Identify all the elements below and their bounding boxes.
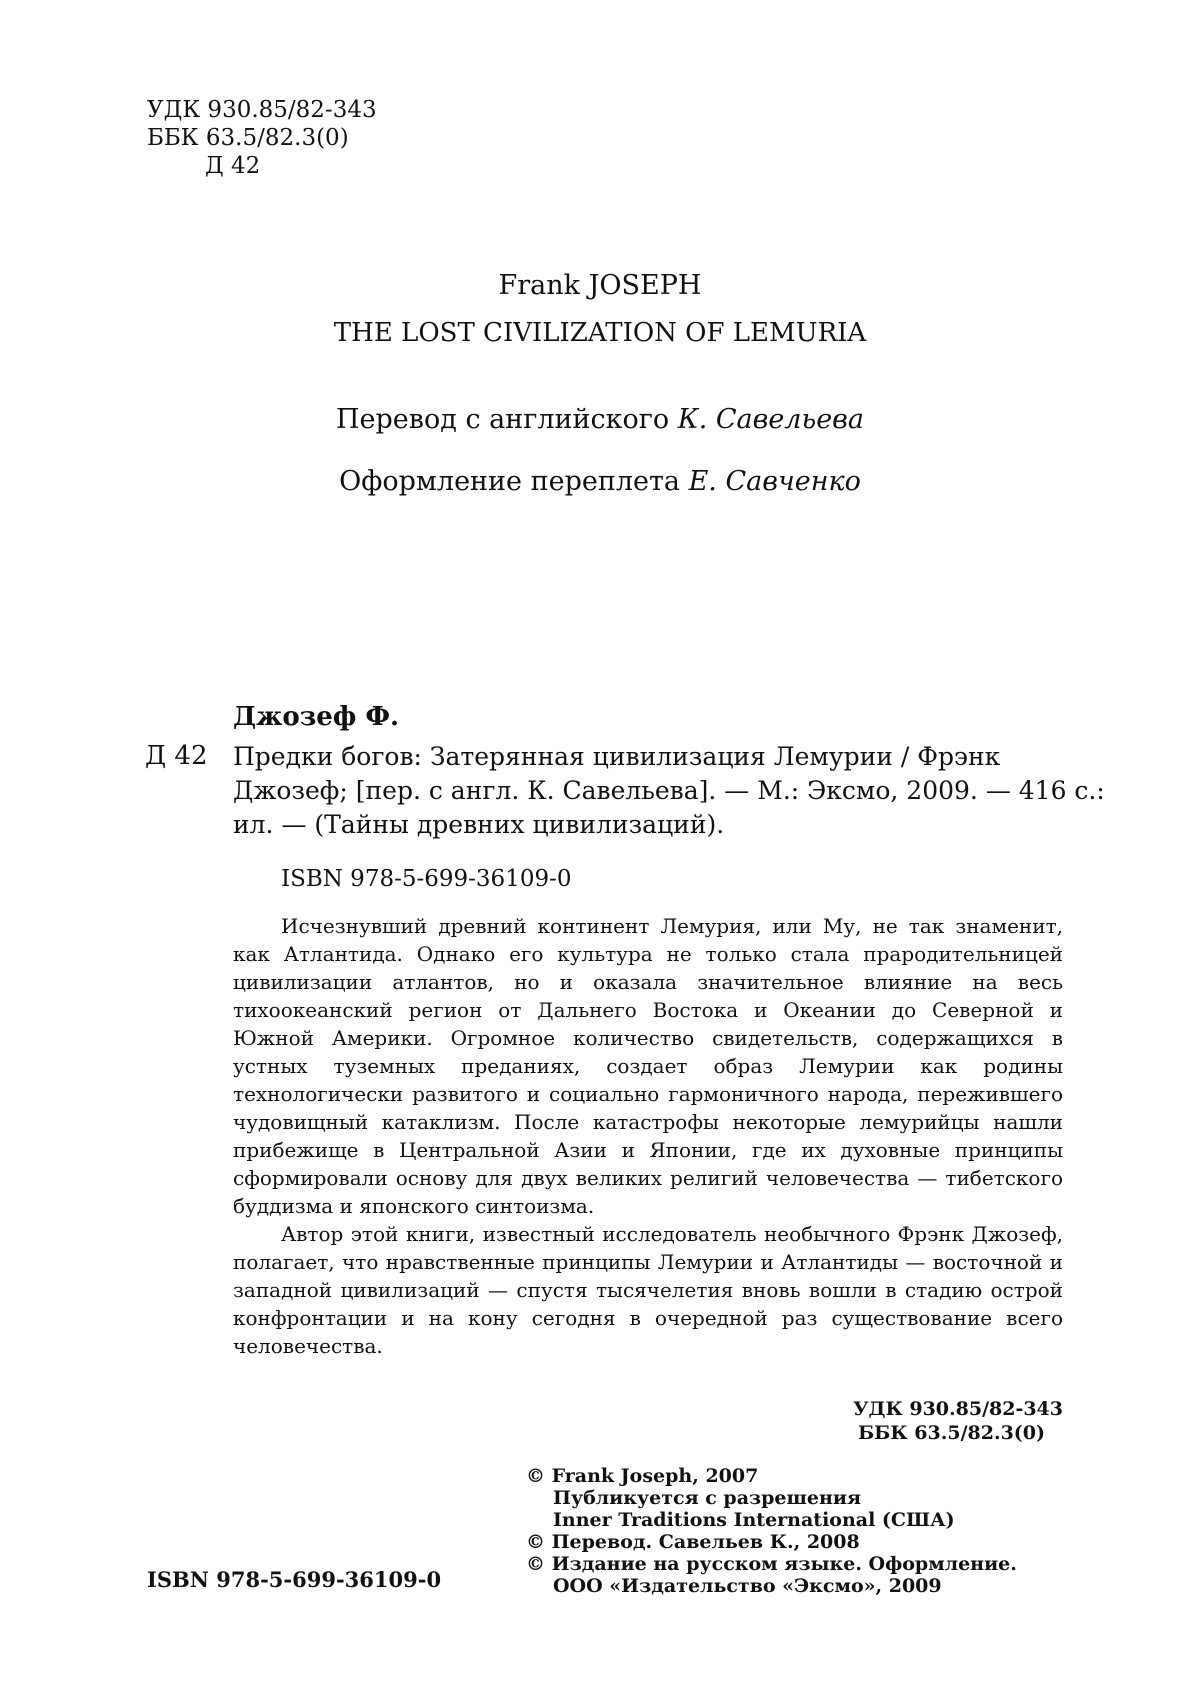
copyright-line: © Издание на русском языке. Оформление. bbox=[526, 1553, 1017, 1575]
catalog-isbn: ISBN 978-5-699-36109-0 bbox=[281, 866, 572, 892]
translation-label: Перевод с английского bbox=[336, 404, 670, 435]
design-credit bbox=[0, 466, 1200, 497]
catalog-entry bbox=[233, 740, 1105, 842]
catalog-author-mark: Д 42 bbox=[145, 741, 208, 771]
classification-codes bbox=[147, 96, 377, 180]
author-mark: Д 42 bbox=[205, 153, 261, 179]
designer-name: Е. Савченко bbox=[688, 466, 861, 497]
udk-code: УДК 930.85/82-343 bbox=[147, 97, 377, 123]
original-author: Frank JOSEPH bbox=[498, 270, 702, 301]
catalog-line: ил. — (Тайны древних цивилизаций). bbox=[233, 810, 725, 839]
copyright-line: Публикуется с разрешения bbox=[553, 1487, 862, 1509]
annotation bbox=[233, 912, 1063, 1360]
bbk-code: ББК 63.5/82.3(0) bbox=[147, 125, 349, 151]
isbn-bottom: ISBN 978-5-699-36109-0 bbox=[147, 1567, 442, 1592]
copyright-block bbox=[526, 1465, 1017, 1597]
catalog-author-heading: Джозеф Ф. bbox=[233, 702, 400, 732]
translation-credit bbox=[0, 404, 1200, 435]
udk-code-bold: УДК 930.85/82-343 bbox=[853, 1398, 1063, 1420]
copyright-line: ООО «Издательство «Эксмо», 2009 bbox=[553, 1575, 942, 1597]
annotation-paragraph: Автор этой книги, известный исследователь необычного Фрэнк Джозеф, полагает, что нравственные принципы Лемурии и Атлантиды — восточной и западной цивилизаций — спустя тысячелетия вновь вошли в стадию острой конфронтации и на кону сегодня в очередной раз существование всего человечества. bbox=[233, 1222, 1063, 1358]
original-title: THE LOST CIVILIZATION OF LEMURIA bbox=[333, 318, 867, 348]
copyright-line: © Frank Joseph, 2007 bbox=[526, 1465, 759, 1487]
annotation-paragraph: Исчезнувший древний континент Лемурия, или Му, не так знаменит, как Атлантида. Однако его культура не только стала прародительницей цивилизации атлантов, но и оказала значительное влияние на весь тихоокеанский регион от Дальнего Востока и Океании до Северной и Южной Америки. Огромное количество свидетельств, содержащихся в устных туземных преданиях, создает образ Лемурии как родины технологически развитого и социально гармоничного народа, пережившего чудовищный катаклизм. После катастрофы некоторые лемурийцы нашли прибежище в Центральной Азии и Японии, где их духовные принципы сформировали основу для двух великих религий человечества — тибетского буддизма и японского синтоизма. bbox=[233, 914, 1063, 1218]
catalog-line: Предки богов: Затерянная цивилизация Лемурии / Фрэнк bbox=[233, 742, 1001, 771]
catalog-codes-bold bbox=[853, 1397, 1063, 1445]
translator-name: К. Савельева bbox=[677, 404, 864, 435]
copyright-line: © Перевод. Савельев К., 2008 bbox=[526, 1531, 860, 1553]
catalog-line: Джозеф; [пер. с англ. К. Савельева]. — М.: Эксмо, 2009. — 416 с.: bbox=[233, 776, 1105, 805]
design-label: Оформление переплета bbox=[339, 466, 680, 497]
copyright-line: Inner Traditions International (США) bbox=[553, 1509, 955, 1531]
bbk-code-bold: ББК 63.5/82.3(0) bbox=[857, 1422, 1045, 1444]
